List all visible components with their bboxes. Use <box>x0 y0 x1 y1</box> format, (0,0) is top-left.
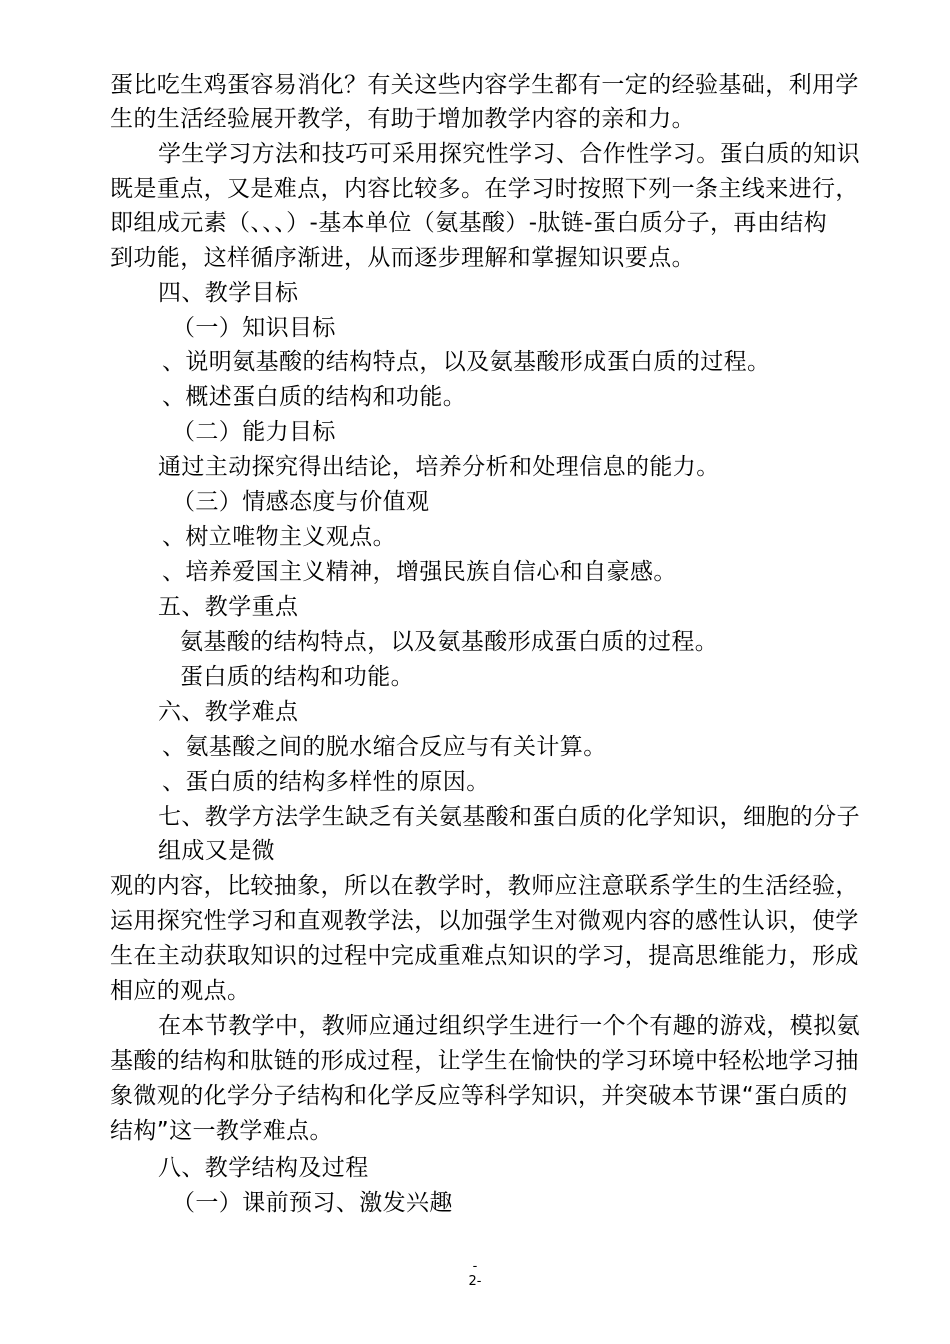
section-heading: 五、教学重点 <box>158 594 299 620</box>
paragraph-line: 到功能，这样循序渐进，从而逐步理解和掌握知识要点。 <box>110 245 695 271</box>
list-item: 、树立唯物主义观点。 <box>162 524 396 550</box>
paragraph-line: 结构”这一教学难点。 <box>110 1118 333 1144</box>
footer-dash: - <box>472 1259 478 1274</box>
paragraph-line: 在本节教学中，教师应通过组织学生进行一个个有趣的游戏，模拟氨 <box>158 1013 860 1039</box>
list-item: 、概述蛋白质的结构和功能。 <box>162 384 467 410</box>
page-number: 2- <box>468 1274 482 1289</box>
section-heading: 八、教学结构及过程 <box>158 1155 369 1181</box>
list-item: 、氨基酸之间的脱水缩合反应与有关计算。 <box>162 734 607 760</box>
paragraph-line: 生在主动获取知识的过程中完成重难点知识的学习，提高思维能力，形成 <box>110 943 859 969</box>
paragraph-line: 即组成元素（、、、）-基本单位（氨基酸）-肽链-蛋白质分子，再由结构 <box>110 210 827 236</box>
list-item: 、培养爱国主义精神，增强民族自信心和自豪感。 <box>162 559 677 585</box>
paragraph-line: 蛋比吃生鸡蛋容易消化？有关这些内容学生都有一定的经验基础，利用学 <box>110 72 859 98</box>
subsection-heading: （一）课前预习、激发兴趣 <box>172 1190 453 1216</box>
list-item: 、蛋白质的结构多样性的原因。 <box>162 769 490 795</box>
paragraph-line: 蛋白质的结构和功能。 <box>180 664 414 690</box>
paragraph-line: 组成又是微 <box>158 838 275 864</box>
subsection-heading: （三）情感态度与价值观 <box>172 489 430 515</box>
paragraph-line: 氨基酸的结构特点，以及氨基酸形成蛋白质的过程。 <box>180 629 719 655</box>
paragraph-line: 观的内容，比较抽象，所以在教学时，教师应注意联系学生的生活经验， <box>110 873 859 899</box>
paragraph-line: 学生学习方法和技巧可采用探究性学习、合作性学习。蛋白质的知识 <box>158 141 860 167</box>
paragraph-line: 相应的观点。 <box>110 978 251 1004</box>
paragraph-line: 生的生活经验展开教学，有助于增加教学内容的亲和力。 <box>110 106 695 132</box>
subsection-heading: （二）能力目标 <box>172 419 336 445</box>
subsection-heading: （一）知识目标 <box>172 315 336 341</box>
section-heading: 六、教学难点 <box>158 699 299 725</box>
paragraph-line: 基酸的结构和肽链的形成过程，让学生在愉快的学习环境中轻松地学习抽 <box>110 1048 859 1074</box>
section-heading: 四、教学目标 <box>158 280 299 306</box>
list-item: 、说明氨基酸的结构特点，以及氨基酸形成蛋白质的过程。 <box>162 349 771 375</box>
paragraph-line: 既是重点，又是难点，内容比较多。在学习时按照下列一条主线来进行， <box>110 176 859 202</box>
paragraph-line: 象微观的化学分子结构和化学反应等科学知识，并突破本节课“蛋白质的 <box>110 1083 848 1109</box>
paragraph-line: 通过主动探究得出结论，培养分析和处理信息的能力。 <box>158 454 720 480</box>
paragraph-line: 运用探究性学习和直观教学法，以加强学生对微观内容的感性认识，使学 <box>110 908 859 934</box>
section-heading: 七、教学方法学生缺乏有关氨基酸和蛋白质的化学知识，细胞的分子 <box>158 804 860 830</box>
